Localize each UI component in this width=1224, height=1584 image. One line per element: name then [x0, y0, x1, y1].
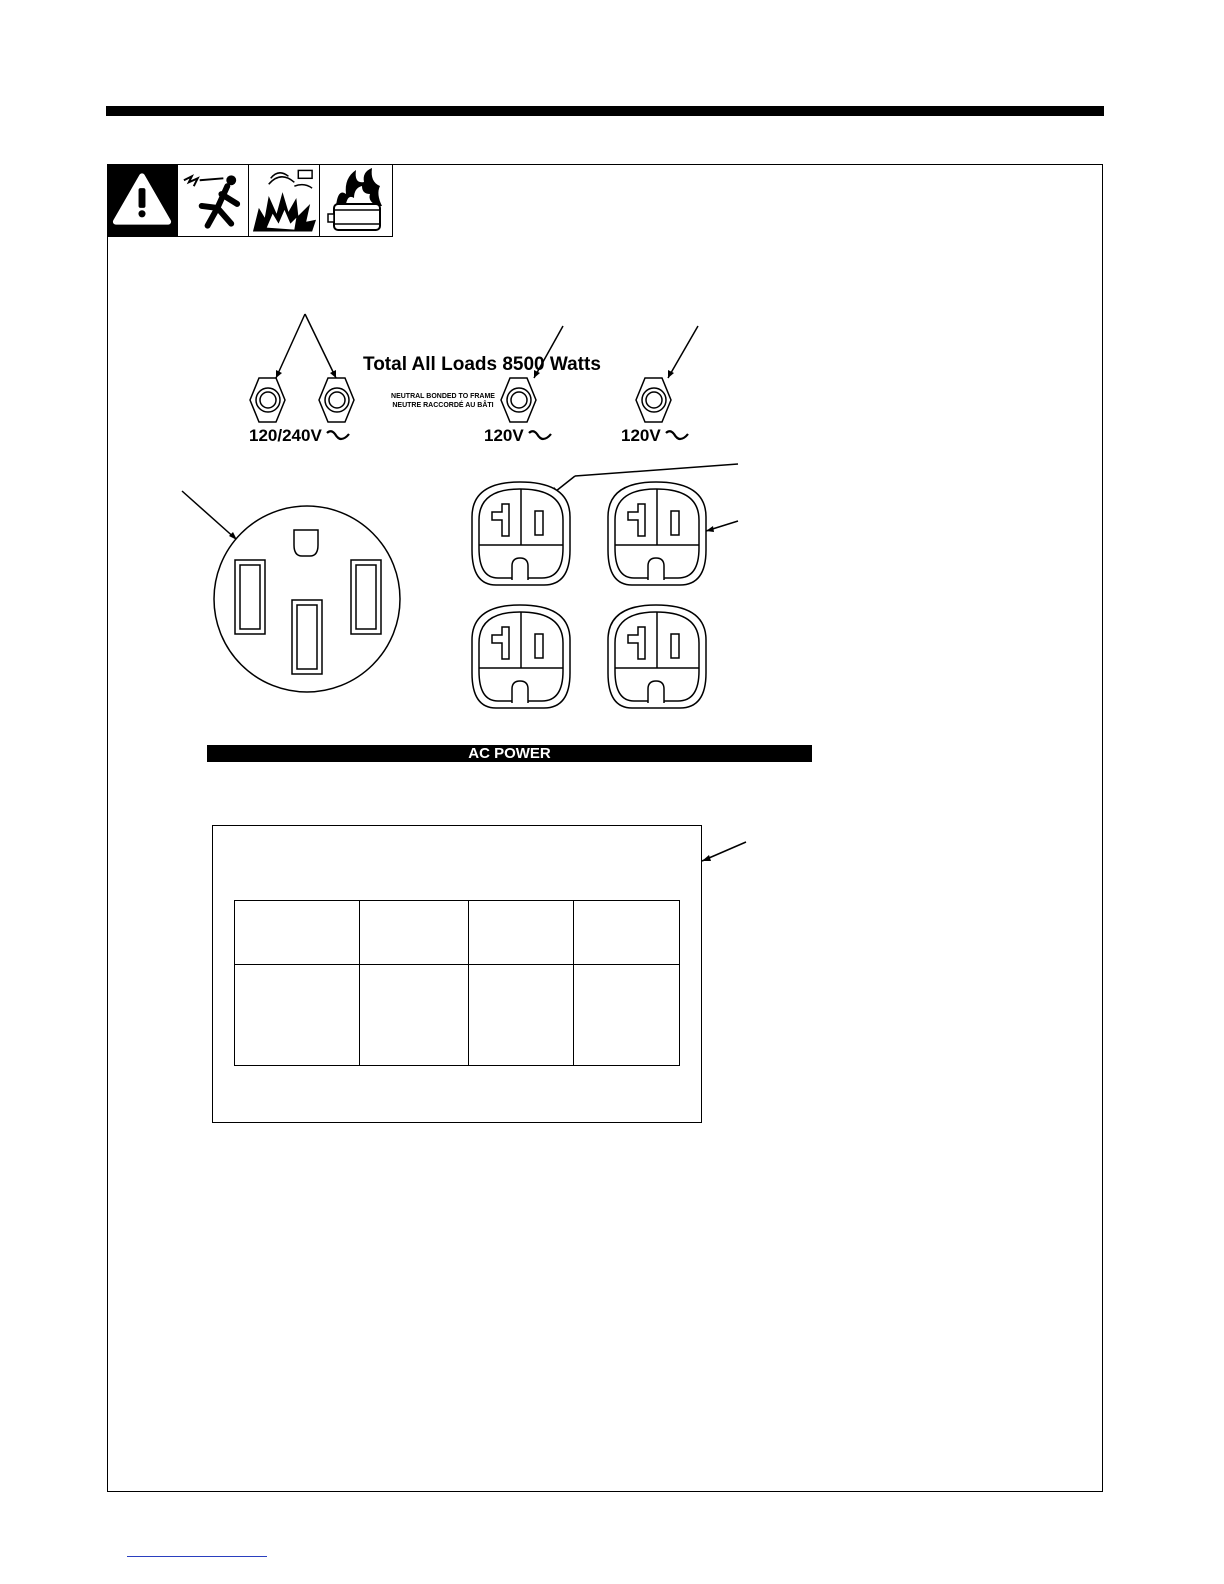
neutral-bonded-label [380, 392, 506, 410]
voltage-text: 120V [484, 426, 524, 445]
voltage-label-120 [621, 426, 690, 446]
total-loads-label: Total All Loads 8500 Watts [363, 354, 601, 375]
ac-wave-icon [664, 428, 690, 444]
table-row [235, 965, 680, 1066]
table-header-row [235, 901, 680, 965]
terminal-stud [501, 378, 536, 422]
ac-wave-icon [325, 428, 351, 444]
table-cell [469, 965, 574, 1066]
duplex-receptacle [608, 482, 706, 585]
table-cell [360, 901, 469, 965]
load-table [234, 900, 680, 1066]
ac-wave-icon [527, 428, 553, 444]
duplex-receptacle [608, 605, 706, 708]
table-cell [235, 901, 360, 965]
section-header: AC POWER [207, 745, 812, 762]
240v-receptacle [214, 506, 400, 692]
neutral-label-en: NEUTRAL BONDED TO FRAME [391, 393, 495, 400]
table-cell [235, 965, 360, 1066]
table-cell [574, 965, 680, 1066]
table-cell [574, 901, 680, 965]
voltage-label-240 [249, 426, 351, 446]
terminal-stud [319, 378, 354, 422]
duplex-receptacle [472, 482, 570, 585]
neutral-label-fr: NEUTRE RACCORDÉ AU BÂTI [392, 402, 494, 409]
duplex-receptacle [472, 605, 570, 708]
table-cell [360, 965, 469, 1066]
terminal-stud [250, 378, 285, 422]
voltage-text: 120V [621, 426, 661, 445]
table-cell [469, 901, 574, 965]
footer-link-underline[interactable] [127, 1556, 267, 1557]
voltage-label-120 [484, 426, 553, 446]
voltage-text: 120/240V [249, 426, 322, 445]
terminal-stud [636, 378, 671, 422]
